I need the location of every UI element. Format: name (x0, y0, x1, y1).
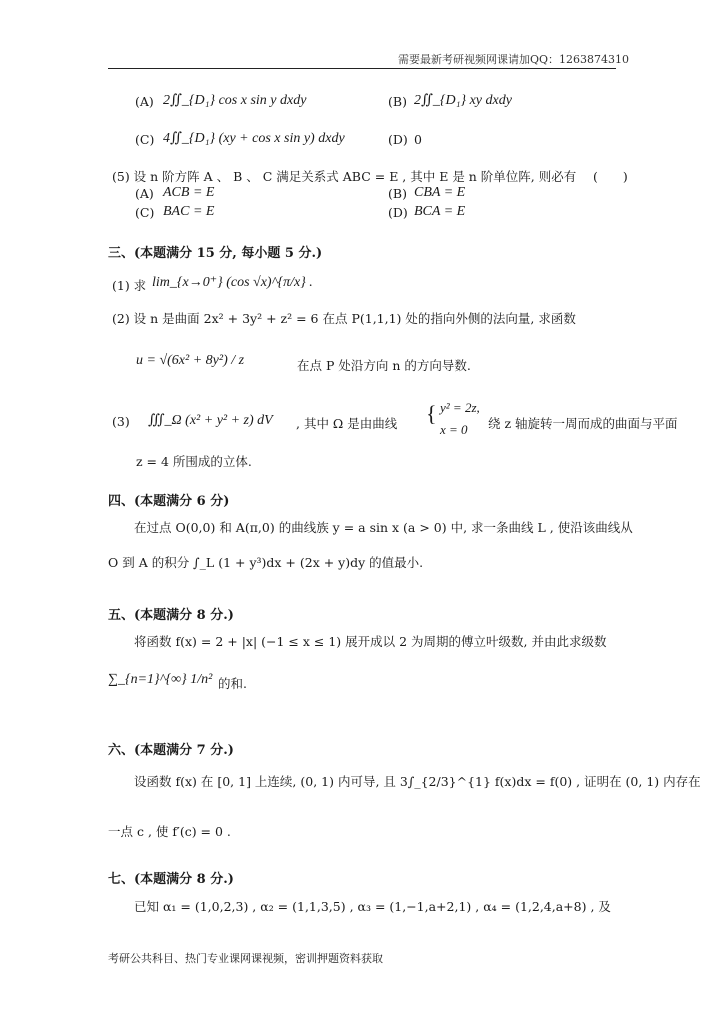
q5-option-a-expr: ACB = E (163, 185, 215, 200)
q4-option-d-expr: 0 (414, 132, 422, 147)
q4-option-a-expr: 2∬_{D₁} cos x sin y dxdy (163, 93, 307, 108)
section-3-title: 三、(本题满分 15 分, 每小题 5 分.) (108, 246, 323, 261)
q4-option-b-expr: 2∬_{D₁} xy dxdy (414, 93, 512, 108)
s3-p3-mid: , 其中 Ω 是由曲线 (296, 416, 398, 431)
q5-option-c-expr: BAC = E (163, 204, 215, 219)
header-rule (108, 68, 616, 69)
section-4-title: 四、(本题满分 6 分) (108, 494, 230, 509)
q5-answer-bracket: ( ) (593, 169, 628, 184)
header-contact: 需要最新考研视频网课请加QQ：1263874310 (398, 53, 630, 66)
s3-p3-eq1: y² = 2z, (440, 400, 480, 415)
s3-p3-label: (3) (112, 414, 130, 429)
s6-line1: 设函数 f(x) 在 [0, 1] 上连续, (0, 1) 内可导, 且 3∫_{2/3}^{1} f(x)dx = f(0) , 证明在 (0, 1) 内存在 (134, 774, 701, 789)
s3-p3-tail: 绕 z 轴旋转一周而成的曲面与平面 (488, 416, 678, 431)
q5-option-b-expr: CBA = E (414, 185, 466, 200)
s3-p1-label: (1) 求 (112, 278, 147, 293)
s7-line1: 已知 α₁ = (1,0,2,3) , α₂ = (1,1,3,5) , α₃ = (1,−1,a+2,1) , α₄ = (1,2,4,a+8) , 及 (134, 899, 611, 914)
q5-option-b-label: (B) (388, 186, 407, 201)
s3-p2-tail: 在点 P 处沿方向 n 的方向导数. (297, 358, 471, 373)
section-5-title: 五、(本题满分 8 分.) (108, 608, 234, 623)
s3-p3-integral: ∭_Ω (x² + y² + z) dV (148, 413, 273, 428)
q4-option-d-label: (D) (388, 132, 408, 147)
s3-p3-eq2: x = 0 (440, 422, 468, 437)
q4-option-c-expr: 4∬_{D₁} (xy + cos x sin y) dxdy (163, 131, 345, 146)
s3-p3-line2: z = 4 所围成的立体. (136, 454, 252, 469)
section-7-title: 七、(本题满分 8 分.) (108, 872, 234, 887)
q4-option-c-label: (C) (135, 132, 155, 147)
s3-p1-expr: lim_{x→0⁺} (cos √x)^{π/x} . (152, 275, 313, 290)
q4-option-a-label: (A) (135, 94, 154, 109)
section-6-title: 六、(本题满分 7 分.) (108, 743, 234, 758)
q4-option-b-label: (B) (388, 94, 407, 109)
s5-line1: 将函数 f(x) = 2 + |x| (−1 ≤ x ≤ 1) 展开成以 2 为周期的傅立叶级数, 并由此求级数 (134, 634, 607, 649)
q5-stem: (5) 设 n 阶方阵 A 、 B 、 C 满足关系式 ABC = E , 其中 E 是 n 阶单位阵, 则必有 (112, 169, 577, 184)
s5-series-tail: 的和. (218, 676, 247, 691)
s3-p3-brace: { (426, 401, 437, 426)
s3-p2-function: u = √(6x² + 8y²) / z (136, 353, 245, 368)
s5-series: ∑_{n=1}^{∞} 1/n² (108, 672, 213, 687)
footer-note: 考研公共科目、热门专业课网课视频，密训押题资料获取 (108, 952, 383, 965)
q5-option-c-label: (C) (135, 205, 155, 220)
s6-line2: 一点 c , 使 f′(c) = 0 . (108, 824, 231, 839)
s3-p2-text: (2) 设 n 是曲面 2x² + 3y² + z² = 6 在点 P(1,1,1) 处的指向外侧的法向量, 求函数 (112, 311, 576, 326)
q5-option-d-label: (D) (388, 205, 408, 220)
s4-line1: 在过点 O(0,0) 和 A(π,0) 的曲线族 y = a sin x (a > 0) 中, 求一条曲线 L , 使沿该曲线从 (134, 520, 633, 535)
q5-option-d-expr: BCA = E (414, 204, 466, 219)
s4-line2: O 到 A 的积分 ∫_L (1 + y³)dx + (2x + y)dy 的值最小. (108, 555, 424, 570)
q5-option-a-label: (A) (135, 186, 154, 201)
